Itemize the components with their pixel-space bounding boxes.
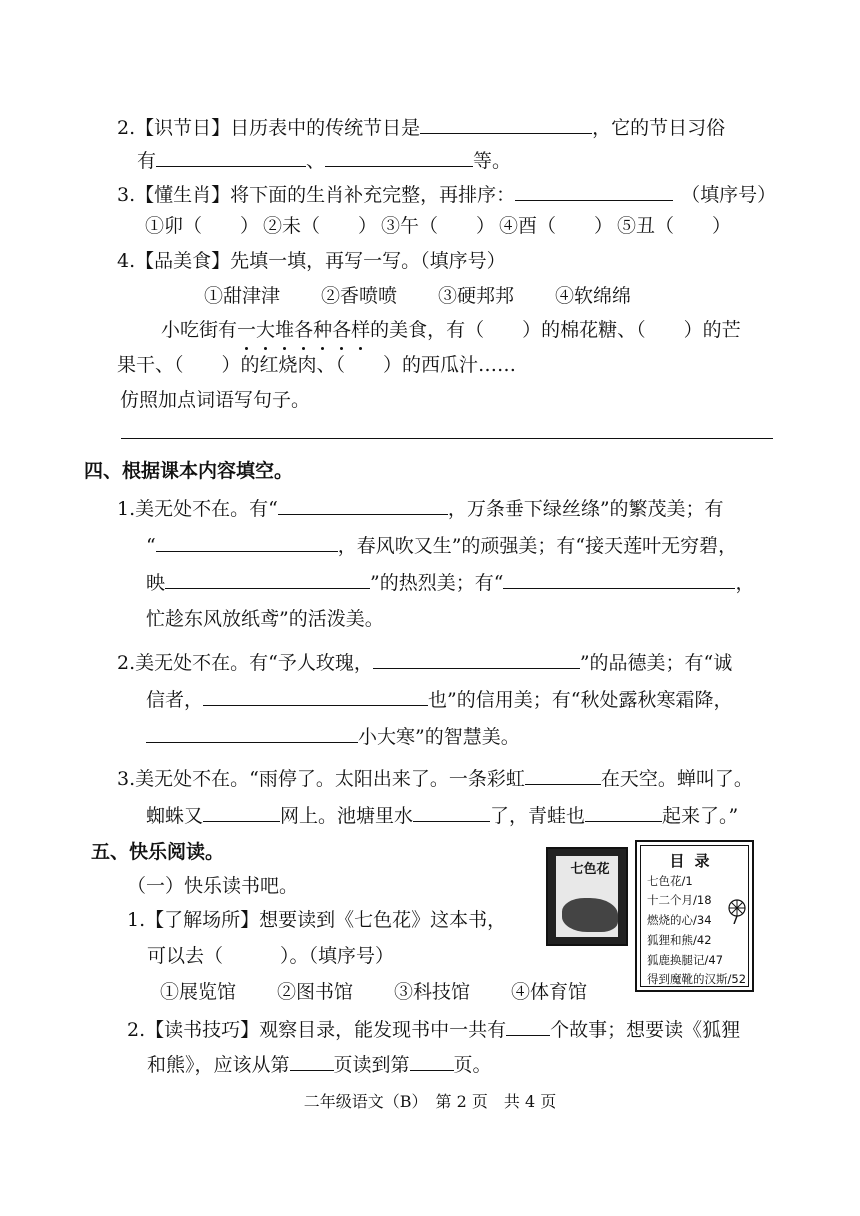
s4-q3-b: 在天空。蝉叫了。 <box>600 768 753 790</box>
book-cover-image <box>546 847 628 946</box>
s5-q2-b: 个故事；想要读《狐狸 <box>550 1019 741 1041</box>
s4-q1-line4: 忙趁东风放纸鸢”的活泼美。 <box>146 608 384 630</box>
frog-blank[interactable] <box>585 801 662 822</box>
s4-q1-d: ，春风吹又生”的顽强美；有“接天莲叶无穷碧， <box>337 535 738 557</box>
s4-q3-c: 蜘蛛又 <box>146 805 204 827</box>
s4-q2-a: 2.美无处不在。有“予人玫瑰， <box>117 652 373 674</box>
s4-q3-d: 网上。池塘里水 <box>280 805 414 827</box>
zodiac-order-blank[interactable] <box>515 180 673 201</box>
s4-q1-a: 1.美无处不在。有“ <box>117 498 278 520</box>
s5-q2-line1 <box>127 1015 740 1044</box>
poem-blank-2[interactable] <box>156 531 338 552</box>
s4-q2-b: ”的品德美；有“诚 <box>579 652 733 674</box>
s4-q3-f: 起来了。” <box>662 805 739 827</box>
zodiac-item-2[interactable]: ②未（ ） <box>263 215 378 237</box>
q3-4-sentence-2: 果干、（ ）的红烧肉、（ ）的西瓜汁…… <box>117 354 517 376</box>
q3-2-text-b: ，它的节日习俗 <box>592 117 726 139</box>
s4-q3-a: 3.美无处不在。“雨停了。太阳出来了。一条彩虹 <box>117 768 525 790</box>
start-page-blank[interactable] <box>290 1050 334 1071</box>
q3-2-text-d: 、 <box>306 150 326 172</box>
q3-4-text-b: 的美食，有（ ）的棉花糖、（ ）的芒 <box>370 319 741 341</box>
flower-icon <box>724 898 750 924</box>
dotted-char: 各 <box>294 319 314 341</box>
q3-4-prompt: 仿照加点词语写句子。 <box>120 389 311 411</box>
s4-q1-line3 <box>146 568 754 597</box>
answer-line[interactable] <box>121 438 773 439</box>
s5-q2-c: 和熊》，应该从第 <box>147 1054 290 1076</box>
s4-q3-e: 了，青蛙也 <box>490 805 586 827</box>
festival-blank[interactable] <box>420 113 592 134</box>
food-options <box>204 282 672 310</box>
proverb-blank-3[interactable] <box>146 722 358 743</box>
venue-option-4: ④体育馆 <box>511 981 588 1003</box>
s4-q1-g: ， <box>735 572 755 594</box>
dotted-char: 一 <box>237 319 257 341</box>
s4-q1-line1 <box>117 494 724 523</box>
toc-frame <box>640 845 749 987</box>
poem-blank-1[interactable] <box>278 494 448 515</box>
q3-2-text: 2.【识节日】日历表中的传统节日是 <box>117 117 421 139</box>
pond-blank[interactable] <box>413 801 490 822</box>
spider-blank[interactable] <box>203 801 280 822</box>
q3-3-line1 <box>117 180 776 209</box>
q3-3-hint: （填序号） <box>681 184 777 206</box>
q3-4-text-a: 小吃街有 <box>161 319 238 341</box>
custom-blank-2[interactable] <box>325 146 473 167</box>
s5-q1-line1: 1.【了解场所】想要读到《七色花》这本书， <box>127 909 507 931</box>
q3-2-text-c: 有 <box>137 150 157 172</box>
venue-option-3: ③科技馆 <box>394 981 471 1003</box>
dotted-char: 堆 <box>275 319 295 341</box>
food-option-4: ④软绵绵 <box>555 285 632 307</box>
poem-blank-3[interactable] <box>165 568 370 589</box>
table-of-contents <box>635 840 754 992</box>
dotted-phrase <box>237 319 370 341</box>
rainbow-blank[interactable] <box>525 764 601 785</box>
page-footer: 二年级语文（B） 第 2 页 共 4 页 <box>303 1092 557 1111</box>
book-cover-panel <box>556 856 618 937</box>
section4-heading: 四、根据课本内容填空。 <box>84 460 294 482</box>
zodiac-item-5[interactable]: ⑤丑（ ） <box>617 215 732 237</box>
proverb-blank-1[interactable] <box>373 648 580 669</box>
food-option-2: ②香喷喷 <box>321 285 398 307</box>
dotted-char: 样 <box>351 319 371 341</box>
s4-q1-line2 <box>146 531 737 560</box>
food-option-1: ①甜津津 <box>204 285 281 307</box>
toc-item: 得到魔靴的汉斯/52 <box>647 972 747 986</box>
q3-4-sentence-1 <box>161 316 741 344</box>
toc-item: 狐鹿换腿记/47 <box>647 953 724 967</box>
section5-heading: 五、快乐阅读。 <box>91 841 225 863</box>
q3-2-line2 <box>137 146 511 175</box>
toc-item: 燃烧的心/34 <box>647 913 712 927</box>
venue-option-1: ①展览馆 <box>160 981 237 1003</box>
zodiac-items <box>145 212 735 240</box>
toc-item: 狐狸和熊/42 <box>647 933 712 947</box>
s4-q2-d: 也”的信用美；有“秋处露秋寒霜降， <box>428 689 733 711</box>
s4-q2-line1 <box>117 648 732 677</box>
poem-blank-4[interactable] <box>503 568 735 589</box>
s5-q2-a: 2.【读书技巧】观察目录，能发现书中一共有 <box>127 1019 507 1041</box>
s5-q2-line2 <box>147 1050 492 1079</box>
venue-option-2: ②图书馆 <box>277 981 354 1003</box>
q3-2-text-e: 等。 <box>473 150 512 172</box>
story-count-blank[interactable] <box>506 1015 550 1036</box>
custom-blank-1[interactable] <box>156 146 306 167</box>
venue-options <box>160 978 628 1006</box>
q3-2-line1 <box>117 113 725 142</box>
q3-4-title: 4.【品美食】先填一填，再写一写。（填序号） <box>117 250 506 272</box>
book-cover-illustration <box>562 898 618 932</box>
zodiac-item-1[interactable]: ①卯（ ） <box>145 215 260 237</box>
s4-q2-e: 小大寒”的智慧美。 <box>358 726 520 748</box>
zodiac-item-4[interactable]: ④酉（ ） <box>499 215 614 237</box>
dotted-char: 种 <box>313 319 333 341</box>
dotted-char: 各 <box>332 319 352 341</box>
q3-3-text: 3.【懂生肖】将下面的生肖补充完整，再排序： <box>117 184 516 206</box>
s4-q1-e: 映 <box>146 572 166 594</box>
s4-q2-line3 <box>146 722 520 751</box>
section5-subheading: （一）快乐读书吧。 <box>127 875 299 897</box>
toc-item: 七色花/1 <box>647 874 693 888</box>
toc-title: 目录 <box>669 852 720 870</box>
s5-q2-d: 页读到第 <box>333 1054 410 1076</box>
s5-q2-e: 页。 <box>453 1054 492 1076</box>
toc-item: 十二个月/18 <box>647 893 712 907</box>
book-cover-title: 七色花 <box>570 862 610 877</box>
zodiac-item-3[interactable]: ③午（ ） <box>381 215 496 237</box>
s4-q1-b: ，万条垂下绿丝绦”的繁茂美；有 <box>447 498 724 520</box>
s4-q2-c: 信者， <box>146 689 204 711</box>
end-page-blank[interactable] <box>410 1050 454 1071</box>
food-option-3: ③硬邦邦 <box>438 285 515 307</box>
s4-q3-line2 <box>146 801 738 830</box>
s4-q1-c: “ <box>146 535 156 557</box>
s4-q3-line1 <box>117 764 753 793</box>
proverb-blank-2[interactable] <box>203 685 428 706</box>
s4-q2-line2 <box>146 685 732 714</box>
s5-q1-line2: 可以去（ ）。（填序号） <box>147 945 395 967</box>
dotted-char: 大 <box>256 319 276 341</box>
s4-q1-f: ”的热烈美；有“ <box>370 572 504 594</box>
